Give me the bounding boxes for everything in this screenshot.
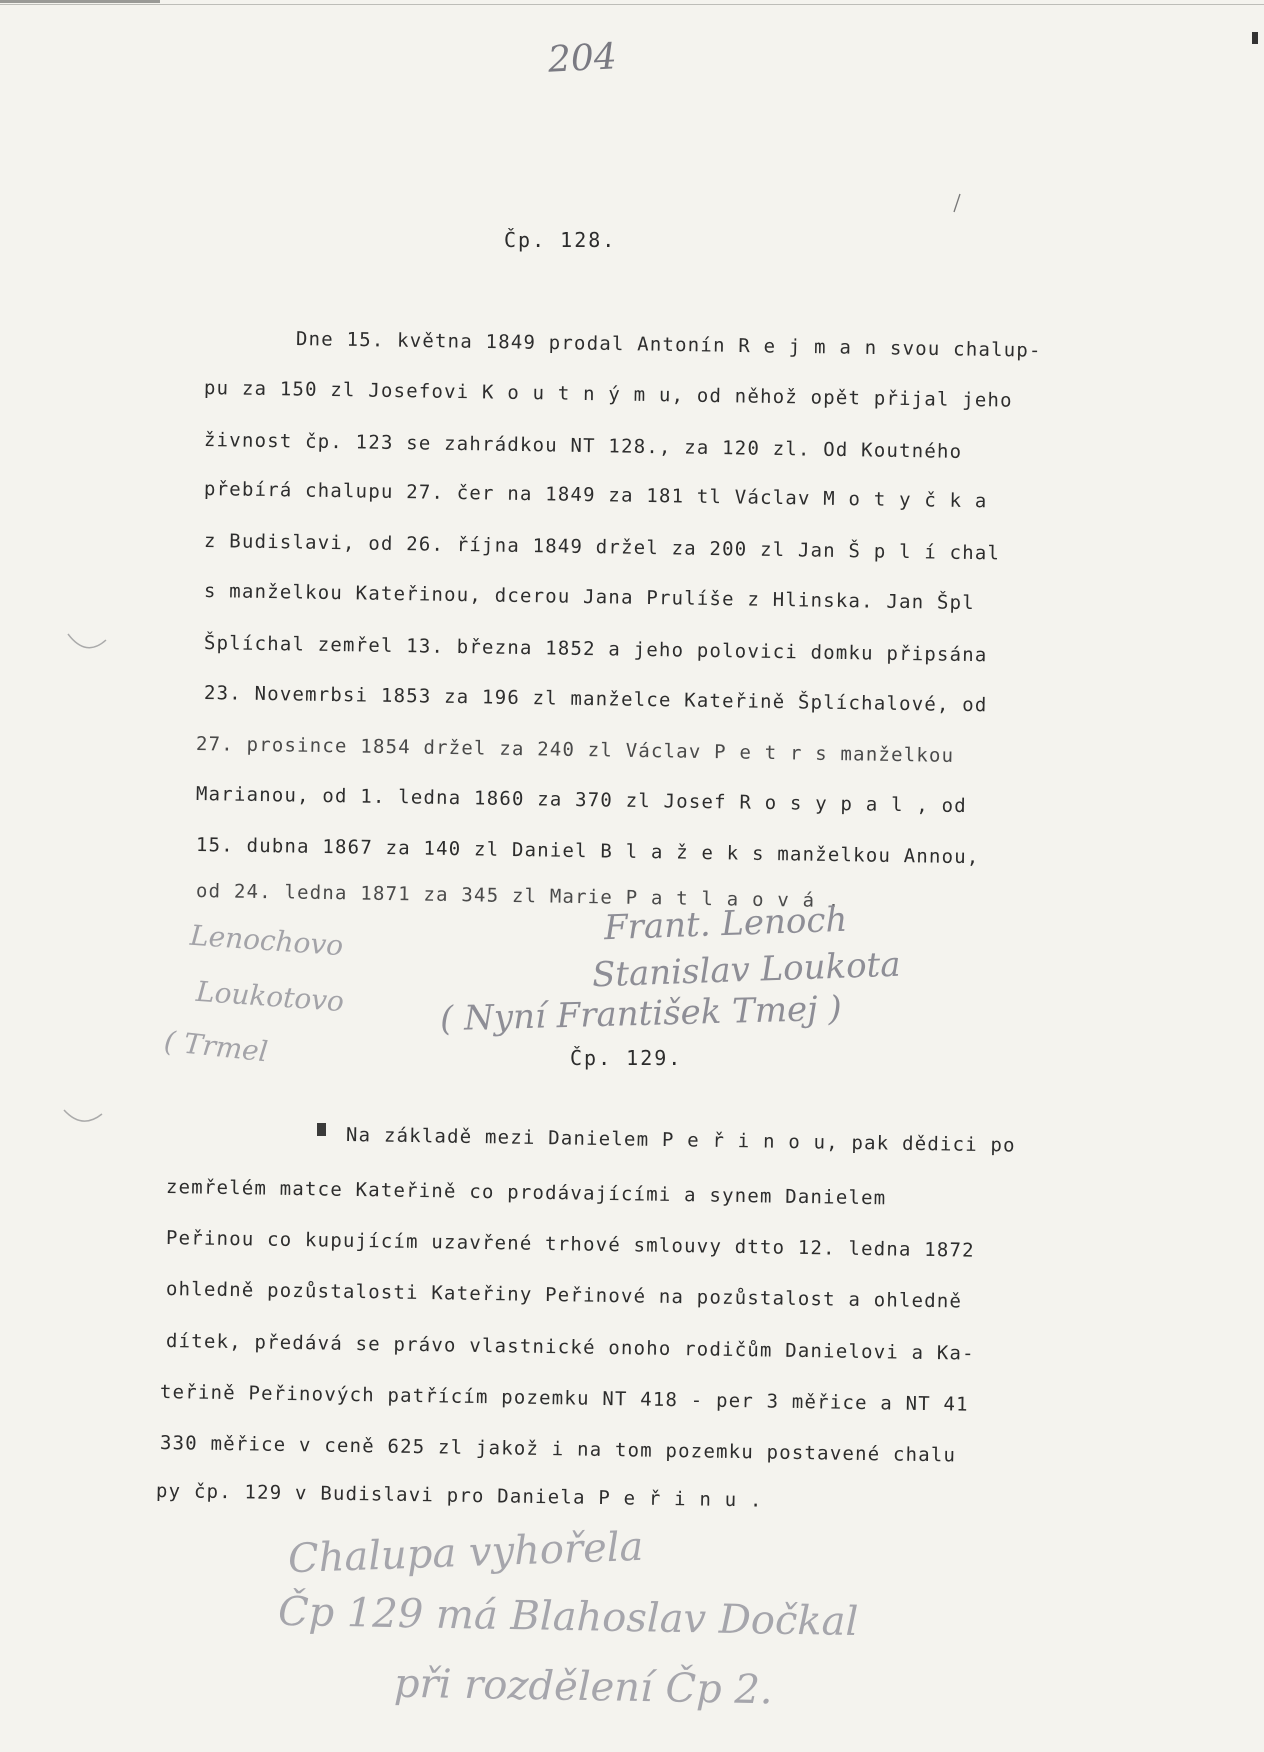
text-line: 330 měřice v ceně 625 zl jakož i na tom pozemku postavené chalu (159, 1432, 957, 1467)
handwritten-note: Chalupa vyhořela (287, 1523, 645, 1583)
text-line: Dne 15. května 1849 prodal Antonín R e j m a n svou chalup- (295, 328, 1042, 362)
text-line: Šplíchal zemřel 13. března 1852 a jeho polovici domku připsána (203, 632, 988, 667)
text-line: teřině Peřinových patřícím pozemku NT 418 - per 3 měřice a NT 41 (159, 1381, 969, 1416)
handwritten-note: Frant. Lenoch (603, 899, 848, 949)
handwritten-note: Lenochovo (189, 918, 345, 963)
page-number: 204 (546, 36, 618, 81)
text-line: pu za 150 zl Josefovi K o u t n ý m u, od něhož opět přijal jeho (203, 377, 1013, 412)
text-line: Na základě mezi Danielem P e ř i n o u, pak dědici po (345, 1124, 1016, 1157)
scan-edge-mark (0, 0, 160, 3)
section-heading-cp-128: Čp. 128. (504, 228, 617, 252)
text-line: od 24. ledna 1871 za 345 zl Marie P a t l a o v á . (195, 880, 841, 913)
text-line: py čp. 129 v Budislavi pro Daniela P e ř i n u . (155, 1480, 763, 1512)
text-line: z Budislavi, od 26. října 1849 držel za 200 zl Jan Š p l í chal (203, 530, 1001, 565)
handwritten-note: ( Nyní František Tmej ) (439, 988, 843, 1040)
stray-mark (950, 192, 964, 214)
text-line: Peřinou co kupujícím uzavřené trhové smlouvy dtto 12. ledna 1872 (165, 1227, 975, 1262)
handwritten-note: Čp 129 má Blahoslav Dočkal (277, 1588, 859, 1646)
text-line: živnost čp. 123 se zahrádkou NT 128., za 120 zl. Od Koutného (203, 429, 963, 463)
text-line: 15. dubna 1867 za 140 zl Daniel B l a ž e k s manželkou Annou, (195, 834, 980, 869)
paragraph-mark (316, 1122, 328, 1138)
text-line: přebírá chalupu 27. čer na 1849 za 181 tl Václav M o t y č k a (203, 478, 988, 513)
section-heading-cp-129: Čp. 129. (570, 1046, 683, 1070)
margin-hole-mark (64, 630, 110, 654)
text-line: zemřelém matce Kateřině co prodávajícími a synem Danielem (165, 1176, 887, 1210)
text-line: dítek, předává se právo vlastnické onoho rodičům Danielovi a Ka- (165, 1330, 975, 1365)
handwritten-note: Stanislav Loukota (591, 944, 902, 996)
handwritten-note: ( Trmel (162, 1024, 270, 1069)
edge-mark (1250, 30, 1262, 48)
handwritten-note: při rozdělení Čp 2. (393, 1660, 773, 1714)
text-line: 27. prosince 1854 držel za 240 zl Václav P e t r s manželkou (195, 733, 955, 767)
text-line: ohledně pozůstalosti Kateřiny Peřinové na pozůstalost a ohledně (165, 1278, 963, 1313)
margin-hole-mark (60, 1106, 106, 1130)
text-line: s manželkou Kateřinou, dcerou Jana Prulíše z Hlinska. Jan Špl (203, 580, 976, 615)
scan-edge-line (0, 4, 1264, 5)
text-line: Marianou, od 1. ledna 1860 za 370 zl Josef R o s y p a l , od (195, 783, 968, 818)
handwritten-note: Loukotovo (195, 974, 346, 1019)
text-line: 23. Novemrbsi 1853 za 196 zl manželce Kateřině Šplíchalové, od (203, 682, 988, 717)
